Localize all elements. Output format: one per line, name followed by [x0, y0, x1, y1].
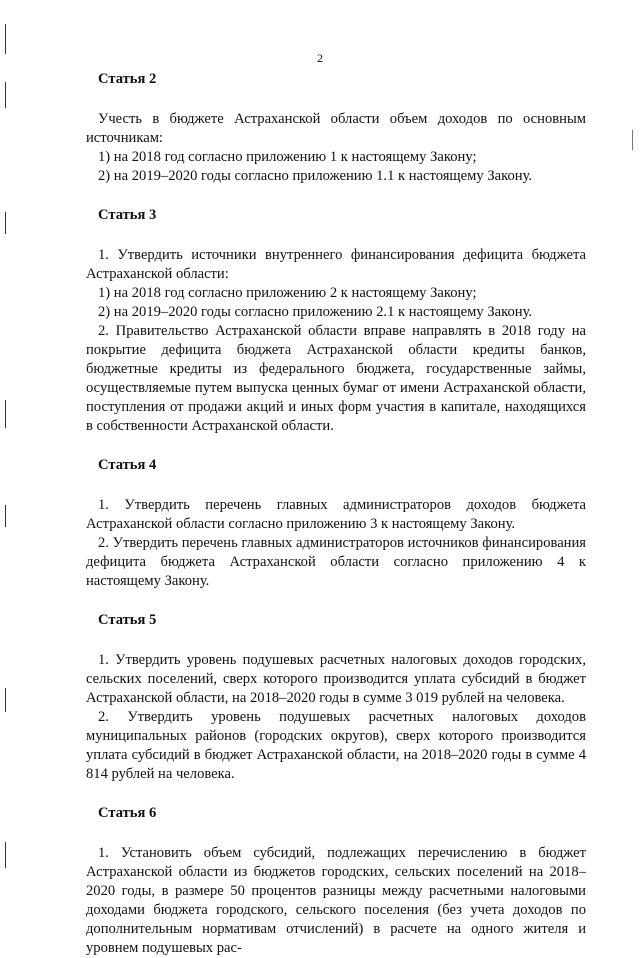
article-title: Статья 3: [98, 207, 157, 223]
scan-margin-mark: [5, 82, 6, 108]
article-4: [86, 456, 586, 591]
scan-margin-mark: [5, 212, 6, 234]
article-6: [86, 804, 586, 958]
article-title: Статья 6: [98, 805, 157, 821]
paragraph: 2) на 2019–2020 годы согласно приложению 1.1 к настоящему Закону.: [98, 168, 533, 184]
paragraph: 1. Утвердить уровень подушевых расчетных налоговых доходов городских, сельских поселений, сверх которого производится уплата субсидий в бюджет Астраханской области, на 2018–2020 годы в сумме 3 019 рублей на человека.: [86, 652, 586, 706]
paragraph: 2) на 2019–2020 годы согласно приложению 2.1 к настоящему Закону.: [98, 304, 533, 320]
paragraph: 2. Утвердить уровень подушевых расчетных налоговых доходов муниципальных районов (городских округов), сверх которого производится уплата субсидий в бюджет Астраханской области, на 2018–2020 годы в сумме 4 814 рублей на человека.: [86, 709, 586, 782]
scan-margin-mark: [632, 130, 633, 150]
article-title: Статья 4: [98, 457, 157, 473]
scan-margin-mark: [5, 400, 6, 428]
paragraph: 1) на 2018 год согласно приложению 2 к настоящему Закону;: [98, 285, 477, 301]
scan-margin-mark: [5, 505, 6, 527]
scan-margin-mark: [5, 688, 6, 712]
paragraph: 1. Утвердить источники внутреннего финансирования дефицита бюджета Астраханской области:: [86, 247, 586, 282]
scan-margin-mark: [5, 842, 6, 868]
article-title: Статья 5: [98, 612, 157, 628]
paragraph: Учесть в бюджете Астраханской области объем доходов по основным источникам:: [86, 111, 586, 146]
document-body: [86, 70, 586, 958]
article-5: [86, 611, 586, 784]
article-title: Статья 2: [98, 71, 157, 87]
page-number: 2: [317, 51, 323, 65]
paragraph: 1) на 2018 год согласно приложению 1 к настоящему Закону;: [98, 149, 477, 165]
paragraph: 2. Утвердить перечень главных администраторов источников финансирования дефицита бюджета Астраханской области согласно приложению 4 к настоящему Закону.: [86, 535, 586, 589]
paragraph: 1. Установить объем субсидий, подлежащих перечислению в бюджет Астраханской области из бюджетов городских, сельских поселений на 2018–2020 годы, в размере 50 процентов разницы между расчетными налоговыми доходами бюджета городского, сельского поселения (без учета доходов по дополнительным нормативам отчислений) в расчете на одного жителя и уровнем подушевых рас-: [86, 845, 586, 956]
paragraph: 2. Правительство Астраханской области вправе направлять в 2018 году на покрытие дефицита бюджета Астраханской области кредиты банков, бюджетные кредиты из федерального бюджета, государственные займы, осуществляемые путем выпуска ценных бумаг от имени Астраханской области, поступления от продажи акций и иных форм участия в капитале, находящихся в собственности Астраханской области.: [86, 323, 586, 434]
paragraph: 1. Утвердить перечень главных администраторов доходов бюджета Астраханской области согласно приложению 3 к настоящему Закону.: [86, 497, 586, 532]
article-3: [86, 206, 586, 436]
scan-margin-mark: [5, 24, 6, 54]
article-2: [86, 70, 586, 186]
